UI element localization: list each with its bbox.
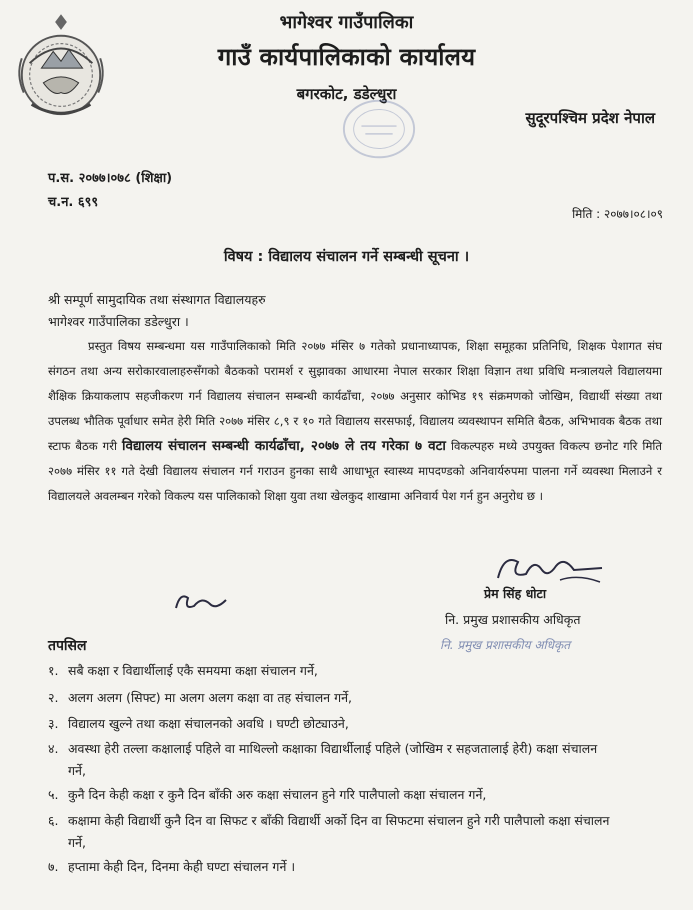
dispatch-number: च.न. ६९९ bbox=[48, 195, 99, 210]
body-text-part-2: विकल्पहरु मध्ये उपयुक्त विकल्प छनोट गरि मिति २०७७ मंसिर ११ गते देखी विद्यालय संचालन गर्न गराउन हुनका साथै आधाभूत स्वास्थ्य मापदण्डको अनिवार्यरुपमा पालना गर्ने व्यवस्था मिलाउने र विद्यालयले अवलम्बन गरेको विकल्प यस पालिकाको शिक्षा युवा तथा खेलकुद शाखामा अनिवार्य पेश गर्न हुन अनुरोध छ । bbox=[48, 439, 662, 503]
office-stamp-icon bbox=[340, 96, 418, 162]
list-item: २. अलग अलग (सिफ्ट) मा अलग अलग कक्षा वा तह संचालन गर्ने, bbox=[48, 690, 353, 705]
signature-mark bbox=[490, 548, 610, 588]
addressee-line-1: श्री सम्पूर्ण सामुदायिक तथा संस्थागत विद्यालयहरु bbox=[48, 292, 266, 307]
annex-title: तपसिल bbox=[48, 638, 87, 654]
office-name: गाउँ कार्यपालिकाको कार्यालय bbox=[217, 43, 476, 71]
municipality-name: भागेश्वर गाउँपालिका bbox=[279, 12, 414, 33]
list-item: ४. अवस्था हेरी तल्ला कक्षालाई पहिले वा माथिल्लो कक्षाका विद्यार्थीलाई पहिले (जोखिम र सहजतालाई हेरी) कक्षा संचालन गर्ने, bbox=[48, 741, 598, 778]
initials-mark bbox=[170, 588, 230, 616]
signer-name: प्रेम सिंह धोटा bbox=[484, 586, 547, 601]
signer-title: नि. प्रमुख प्रशासकीय अधिकृत bbox=[445, 612, 581, 627]
list-item: ५. कुनै दिन केही कक्षा र कुनै दिन बाँकी अरु कक्षा संचालन हुने गरि पालैपालो कक्षा संचालन गर्ने, bbox=[48, 787, 487, 802]
addressee-line-2: भागेश्वर गाउँपालिका डडेल्धुरा । bbox=[48, 314, 189, 329]
body-text-part-1: प्रस्तुत विषय सम्बन्धमा यस गाउँपालिकाको मिति २०७७ मंसिर ७ गतेको प्रधानाध्यापक, शिक्षा समूहका प्रतिनिधि, शिक्षक पेशागत संघ संगठन तथा अन्य सरोकारवालाहरुसँगको बैठकको परामर्श र सुझावका आधारमा नेपाल सरकार शिक्षा विज्ञान तथा प्रविधि मन्त्रालयले विद्यालयमा शैक्षिक क्रियाकलाप सहजीकरण गर्न विद्यालय संचालन सम्बन्धी कार्यढाँचा, २०७७ अनुसार कोभिड १९ संक्रमणको जोखिम, विद्यार्थी संख्या तथा उपलब्ध भौतिक पूर्वाधार समेत हेरी मिति २०७७ मंसिर ८,९ र १० गते विद्यालय सरसफाई, विद्यालय व्यवस्थापन समिति बैठक, अभिभावक बैठक तथा स्टाफ बैठक गरी bbox=[48, 339, 662, 453]
signer-stamp-text: नि. प्रमुख प्रशासकीय अधिकृत bbox=[440, 638, 571, 652]
letter-date: मिति : २०७७।०८।०९ bbox=[572, 207, 663, 221]
province-name: सुदूरपश्चिम प्रदेश नेपाल bbox=[525, 109, 655, 127]
list-item: ७. हप्तामा केही दिन, दिनमा केही घण्टा संचालन गर्ने । bbox=[48, 859, 296, 874]
letter-number: प.स. २०७७।०७८ (शिक्षा) bbox=[48, 171, 173, 186]
list-item: ३. विद्यालय खुल्ने तथा कक्षा संचालनको अवधि । घण्टी छोट्याउने, bbox=[48, 716, 349, 731]
letter-subject: विषय : विद्यालय संचालन गर्ने सम्बन्धी सूचना । bbox=[223, 249, 470, 265]
list-item: ६. कक्षामा केही विद्यार्थी कुनै दिन वा सिफट र बाँकी विद्यार्थी अर्को दिन वा सिफटमा संचालन हुने गरी पालैपालो कक्षा संचालन गर्ने, bbox=[48, 813, 610, 850]
body-text-bold: विद्यालय संचालन सम्बन्धी कार्यढाँचा, २०७७ ले तय गरेका ७ वटा bbox=[122, 438, 446, 454]
letter-body bbox=[48, 334, 662, 509]
list-item: १. सबै कक्षा र विद्यार्थीलाई एकै समयमा कक्षा संचालन गर्ने, bbox=[48, 663, 318, 678]
office-location: बगरकोट, डडेल्धुरा bbox=[296, 85, 397, 103]
